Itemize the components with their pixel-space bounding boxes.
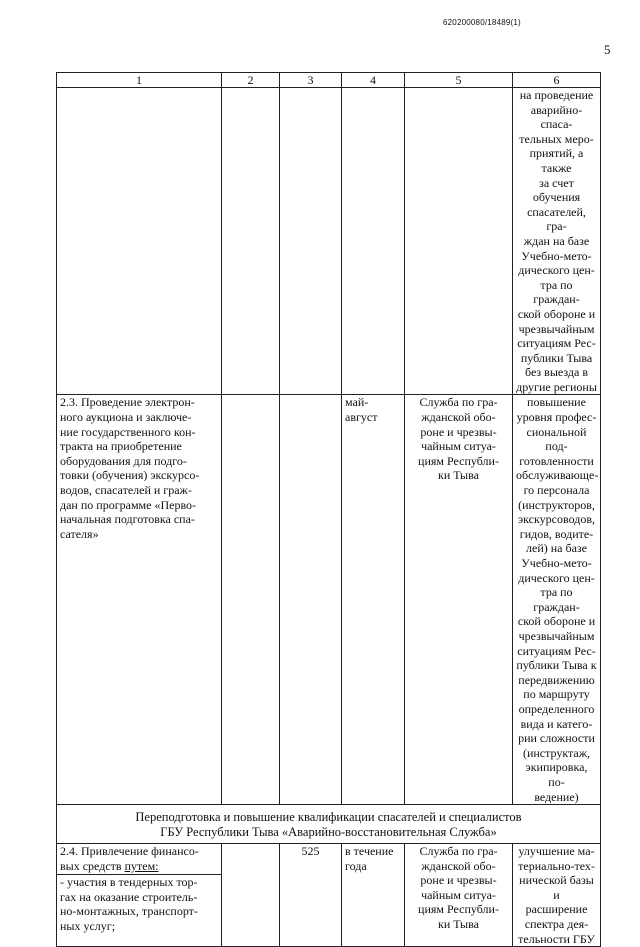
table-cell-activity: 2.3. Проведение электрон- ного аукциона и заключе- ние государственного кон- тракта на приобретение оборудования для подго- товки (обучения) экскурсо- водов, спасателей и граж- дан по программе «Перво- начальная подготовка спа- сателя» (57, 395, 222, 805)
column-header: 5 (405, 73, 513, 88)
table-cell-result: на проведение аварийно-спаса- тельных меро- приятий, а также за счет обучения спасателей, гра- ждан на базе Учебно-мето- дического цен- тра по граждан- ской обороне и чрезвычайным ситуациям Рес- публики Тыва без выезда в другие регионы (513, 88, 601, 395)
table-cell (222, 88, 280, 395)
table-cell-amount: 525 (280, 844, 342, 947)
document-id: 620200080/18489(1) (443, 18, 521, 27)
table-cell (57, 88, 222, 395)
activity-main (60, 844, 218, 873)
table-header-row (57, 73, 601, 88)
table-cell (342, 88, 405, 395)
column-header: 6 (513, 73, 601, 88)
column-header: 1 (57, 73, 222, 88)
activity-main-underlined: путем: (124, 858, 159, 873)
activity-subitem: - участия в тендерных тор- гах на оказание строитель- но-монтажных, транспорт- ных услуг; (57, 874, 221, 933)
table-cell (280, 395, 342, 805)
table-cell-responsible: Служба по гра- жданской обо- роне и чрезвы- чайным ситуа- циям Республи- ки Тыва (405, 395, 513, 805)
activity-main-text: 2.4. Привлечение финансо- вых средств (60, 844, 199, 873)
column-header: 3 (280, 73, 342, 88)
table-cell (405, 88, 513, 395)
table-cell (222, 395, 280, 805)
column-header: 4 (342, 73, 405, 88)
section-heading: Переподготовка и повышение квалификации спасателей и специалистов ГБУ Республики Тыва «Аварийно-восстановительная Служба» (57, 805, 601, 844)
page-number: 5 (604, 42, 611, 57)
column-header: 2 (222, 73, 280, 88)
table-cell-period: в течение года (342, 844, 405, 947)
plan-table (56, 72, 601, 947)
table-cell-activity (57, 844, 222, 947)
table-row (57, 395, 601, 805)
table-row (57, 844, 601, 947)
section-heading-row (57, 805, 601, 844)
table-row (57, 88, 601, 395)
table-cell-result: улучшение ма- териально-тех- нической базы и расширение спектра дея- тельности ГБУ (513, 844, 601, 947)
table-cell-period: май- август (342, 395, 405, 805)
table-cell (280, 88, 342, 395)
table-cell-responsible: Служба по гра- жданской обо- роне и чрезвы- чайным ситуа- циям Республи- ки Тыва (405, 844, 513, 947)
table-cell (222, 844, 280, 947)
table-cell-result: повышение уровня профес- сиональной под- готовленности обслуживающе- го персонала (инструкторов, экскурсоводов, гидов, водите- лей) на базе Учебно-мето- дического цен- тра по граждан- ской обороне и чрезвычайным ситуациям Рес- публики Тыва к передвижению по маршруту определенного вида и катего- рии сложности (инструктаж, экипировка, по- ведение) (513, 395, 601, 805)
